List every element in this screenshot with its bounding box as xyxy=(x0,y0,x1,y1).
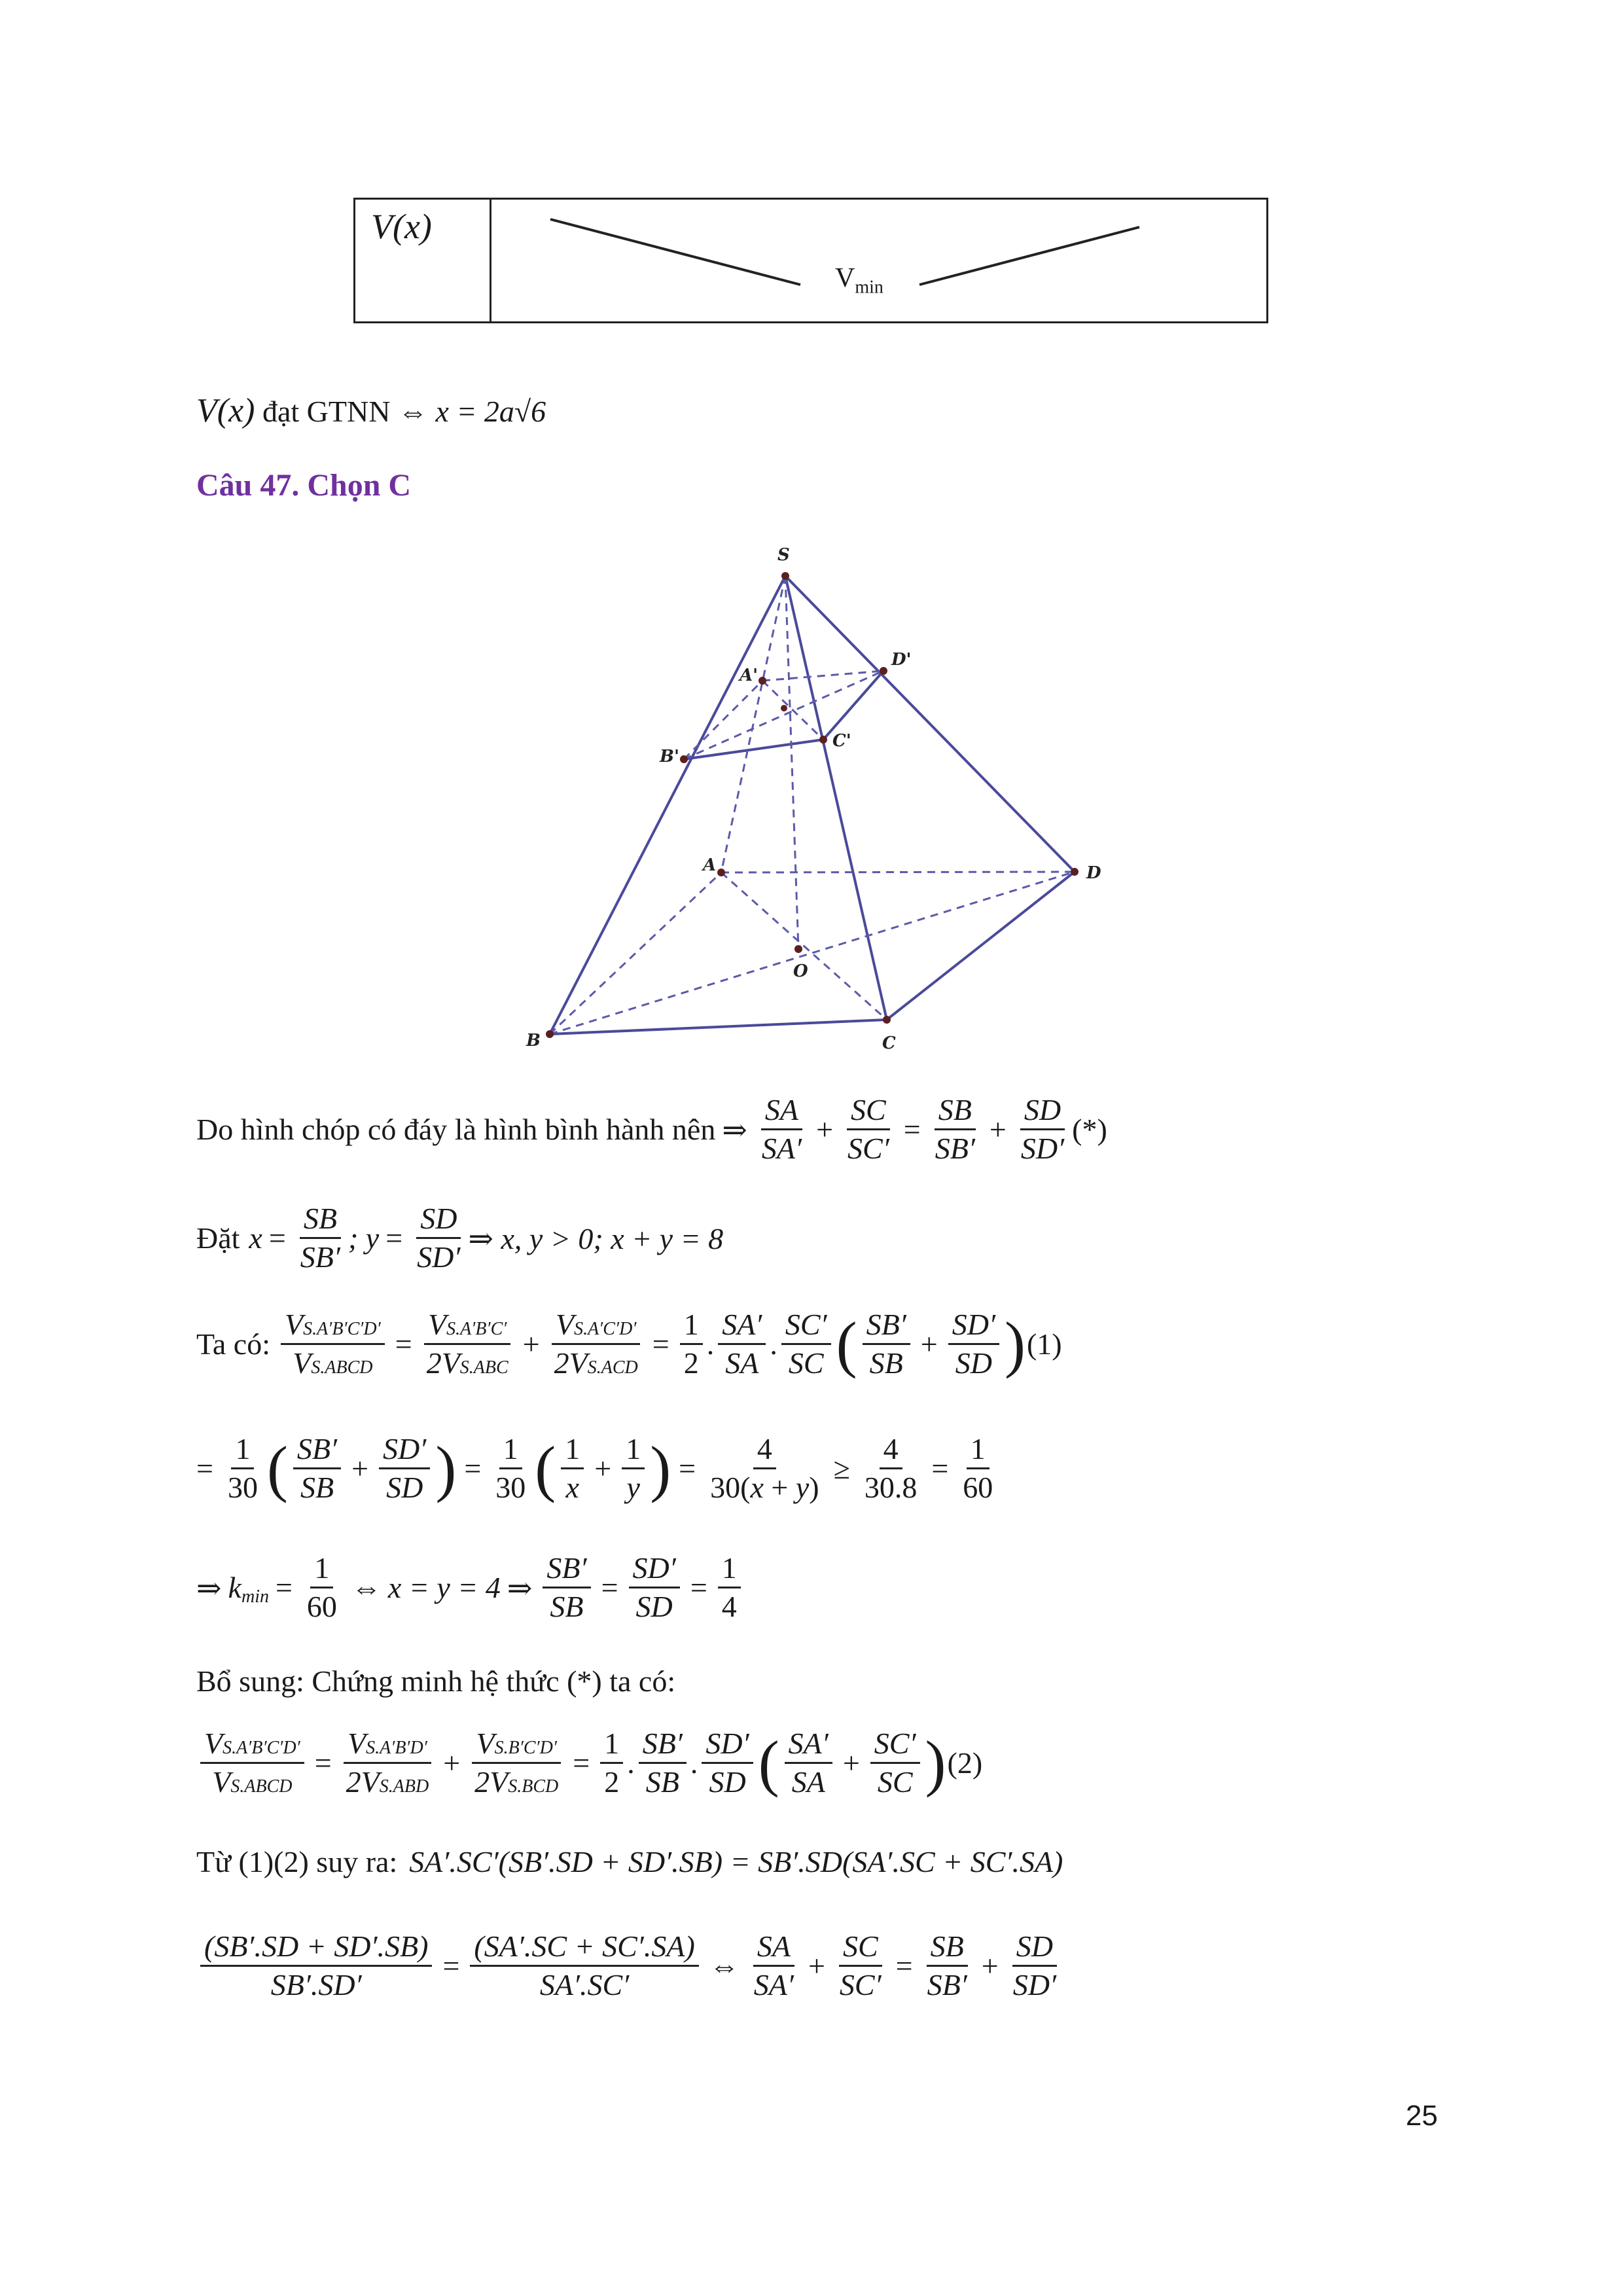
formula-line-7: $\frac{VS.A'B'C'D'}{\text{VS.ABCD}}$ = $\frac{VS.A'B'D'}{\text{2VS.ABD}}$ + $\frac{VS.B'C'D'}{\text{2VS.BCD}}$ = $\frac{1}{2}$ . $\frac{SB'}{SB}$ . $\frac{SD'}{SD}$ ( $\frac{SA'}{SA}$ + $\frac{SC'}{SC}$ ) (2) xyxy=(196,1728,982,1799)
table-row-label: V(x) xyxy=(371,207,432,246)
point-label: S xyxy=(777,545,790,565)
formula-line-2: Đặt x = $\frac{SB}{SB'}$ ; y = $\frac{SD}{SD'}$ ⇒ x, y > 0; x + y = 8 xyxy=(196,1202,724,1274)
page-number: 25 xyxy=(1406,2100,1438,2132)
supplement-text: Bổ sung: Chứng minh hệ thức (*) ta có: xyxy=(196,1664,676,1698)
point-label: D xyxy=(1086,863,1101,883)
formula-line-8: Từ (1)(2) suy ra: SA′.SC′(SB′.SD + SD′.SB) = SB′.SD(SA′.SC + SC′.SA) xyxy=(196,1845,1063,1878)
point-label: D' xyxy=(891,650,912,670)
formula-line-5: ⇒ k min = $\frac{1}{60}$ ⇔ x = y = 4 ⇒ $\frac{SB'}{SB}$ = $\frac{SD'}{SD}$ = $\frac{1}{4}$ xyxy=(196,1552,745,1623)
point-label: B' xyxy=(660,747,679,766)
pyramid-figure xyxy=(510,537,1139,1060)
point-label: A' xyxy=(740,666,758,685)
question-heading: Câu 47. Chọn C xyxy=(196,468,412,503)
point-label: A xyxy=(703,855,717,875)
point-label: C xyxy=(882,1033,896,1053)
point-label: O xyxy=(793,961,808,981)
point-label: B xyxy=(526,1031,541,1050)
formula-line-4: = $\frac{1}{30}$ ( $\frac{SB'}{SB}$ + $\frac{SD'}{SD}$ ) = $\frac{1}{30}$ ( $\frac{1}{x}$ + $\frac{1}{y}$ ) = $\frac{4}{30(x + y)}$ ≥ $\frac{4}{30.8}$ = $\frac{1}{60}$ xyxy=(196,1432,993,1505)
formula-line-9: $\frac{(SB'.SD + SD'.SB)}{SB'.SD'}$ = $\frac{(SA'.SC + SC'.SA)}{SA'.SC'}$ ⇔ $\frac{SA}{SA'}$ + $\frac{SC}{SC'}$ = $\frac{SB}{SB'}$ + $\frac{SD}{SD'}$ xyxy=(196,1931,1064,2001)
point-label: C' xyxy=(832,731,851,751)
variation-arrows xyxy=(355,200,1270,325)
variation-table xyxy=(353,198,1268,323)
formula-line-1: Do hình chóp có đáy là hình bình hành nên ⇒ $\frac{SA}{SA'}$ + $\frac{SC}{SC'}$ = $\frac{SB}{SB'}$ + $\frac{SD}{SD'}$ (*) xyxy=(196,1093,1107,1166)
vmin-label: $V_{min}$ xyxy=(835,263,883,298)
min-statement: V(x) đạt GTNN ⇔ x = 2a√6 xyxy=(196,392,546,429)
formula-line-3: Ta có: $\frac{VS.A'B'C'D'}{\text{VS.ABCD}}$ = $\frac{VS.A'B'C'}{\text{2VS.ABC}}$ + $\frac{VS.A'C'D'}{\text{2VS.ACD}}$ = $\frac{1}{2}$ . $\frac{SA'}{SA}$ . $\frac{SC'}{SC}$ ( $\frac{SB'}{SB}$ + $\frac{SD'}{SD}$ ) (1) xyxy=(196,1308,1062,1380)
